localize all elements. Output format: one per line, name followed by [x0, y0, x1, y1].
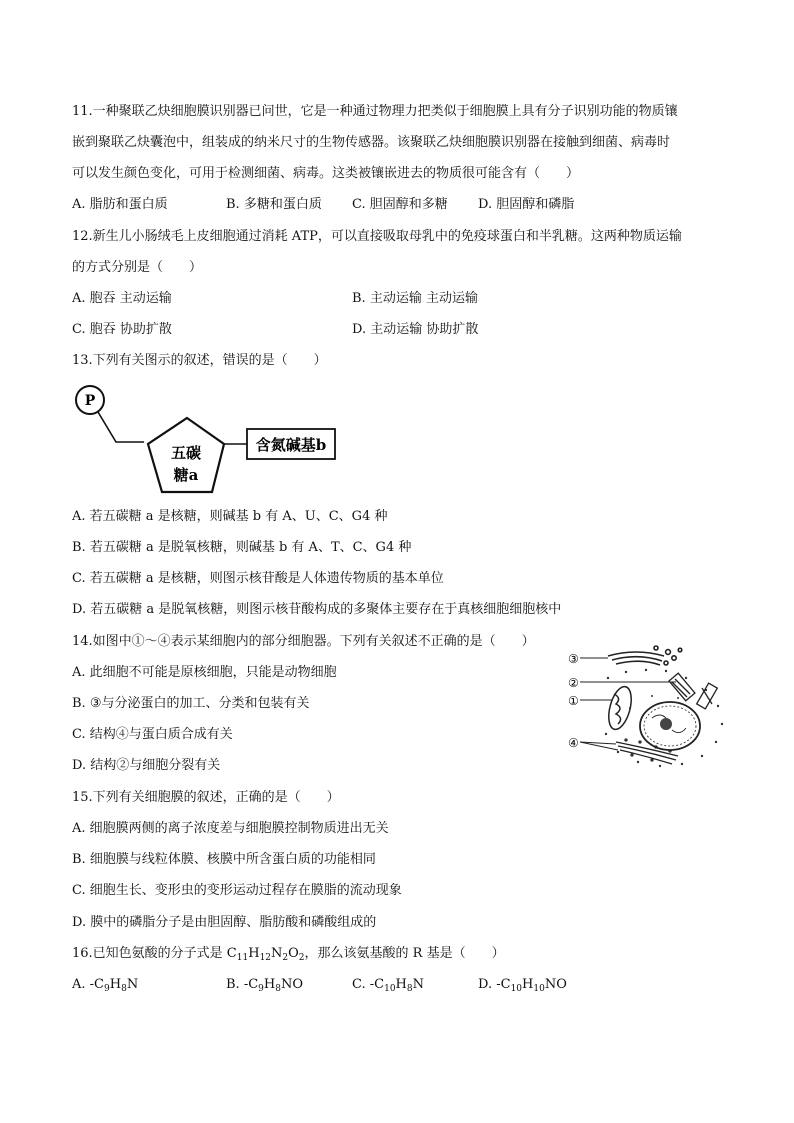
- q16-c-prefix: C. -C: [352, 977, 385, 992]
- q11-stem-line-1: 11.一种聚联乙炔细胞膜识别器已问世，它是一种通过物理力把类似于细胞膜上具有分子识别功能的物质镶: [72, 104, 678, 119]
- q16-d-sub-2: 10: [533, 984, 545, 994]
- q16-a-sub-2: 8: [121, 984, 127, 994]
- endoplasmic-reticulum: [616, 739, 678, 764]
- nucleus: [640, 702, 700, 750]
- q15-stem: 15.下列有关细胞膜的叙述，正确的是（ ）: [72, 790, 340, 805]
- q16-option-b: [226, 976, 303, 994]
- q16-b-el-1: H: [263, 977, 276, 992]
- q16-a-sub-1: 9: [104, 984, 110, 994]
- q13-option-a: A. 若五碳糖 a 是核糖，则碱基 b 有 A、U、C、G4 种: [72, 509, 388, 524]
- q16-b-sub-2: 8: [275, 984, 281, 994]
- pentose-label-line-1: 五碳: [170, 444, 202, 462]
- q16-d-prefix: D. -C: [478, 977, 511, 992]
- q14-option-c: C. 结构④与蛋白质合成有关: [72, 727, 233, 742]
- q16-stem-text: 16.已知色氨酸的分子式是 C: [72, 946, 237, 961]
- q12-stem-line-2: 的方式分别是（ ）: [72, 260, 203, 275]
- q16-d-el-2: NO: [544, 977, 567, 992]
- q16-sub-o: 2: [298, 953, 305, 963]
- cell-organelle-diagram: [566, 638, 736, 773]
- q12-option-c: C. 胞吞 协助扩散: [72, 322, 172, 337]
- q11-stem-line-3: 可以发生颜色变化，可用于检测细菌、病毒。这类被镶嵌进去的物质很可能含有（ ）: [72, 166, 580, 181]
- q13-option-b: B. 若五碳糖 a 是脱氧核糖，则碱基 b 有 A、T、C、G4 种: [72, 540, 412, 555]
- q16-stem-tail: ，那么该氨基酸的 R 基是（ ）: [304, 946, 505, 961]
- q16-b-prefix: B. -C: [226, 977, 259, 992]
- label-4: ④: [568, 736, 579, 750]
- label-2: ②: [568, 676, 579, 690]
- q14-stem: 14.如图中①～④表示某细胞内的部分细胞器。下列有关叙述不正确的是（ ）: [72, 634, 535, 649]
- q13-stem: 13.下列有关图示的叙述，错误的是（ ）: [72, 353, 327, 368]
- q16-d-sub-1: 10: [510, 984, 523, 994]
- q16-a-el-2: N: [126, 977, 139, 992]
- q16-stem: [72, 945, 505, 963]
- q16-d-el-1: H: [522, 977, 534, 992]
- centrioles: [669, 673, 717, 709]
- q16-option-d: [478, 976, 567, 994]
- pentose-label-line-2: 糖a: [173, 466, 199, 484]
- q13-option-d: D. 若五碳糖 a 是脱氧核糖，则图示核苷酸构成的多聚体主要存在于真核细胞细胞核中: [72, 602, 562, 617]
- golgi-apparatus: [608, 646, 682, 665]
- q15-option-b: B. 细胞膜与线粒体膜、核膜中所含蛋白质的功能相同: [72, 852, 376, 867]
- q13-option-c: C. 若五碳糖 a 是核糖，则图示核苷酸是人体遗传物质的基本单位: [72, 571, 444, 586]
- q12-stem-line-1: 12.新生儿小肠绒毛上皮细胞通过消耗 ATP，可以直接吸取母乳中的免疫球蛋白和半乳糖。这两种物质运输: [72, 229, 682, 244]
- q16-a-el-1: H: [109, 977, 122, 992]
- q11-stem-line-2: 嵌到聚联乙炔囊泡中，组装成的纳米尺寸的生物传感器。该聚联乙炔细胞膜识别器在接触到细菌、病毒时: [72, 135, 671, 150]
- q16-c-el-1: H: [395, 977, 407, 992]
- mitochondrion: [605, 684, 636, 732]
- q16-b-sub-1: 9: [258, 984, 264, 994]
- q14-option-b: B. ③与分泌蛋白的加工、分类和包装有关: [72, 696, 310, 711]
- q16-c-sub-2: 8: [406, 984, 413, 994]
- q14-option-a: A. 此细胞不可能是原核细胞，只能是动物细胞: [72, 665, 337, 680]
- q11-option-d: D. 胆固醇和磷脂: [478, 197, 575, 212]
- q16-h: H: [248, 946, 260, 961]
- q16-sub-h: 12: [259, 953, 272, 963]
- label-3: ③: [568, 652, 579, 666]
- q16-option-c: [352, 976, 424, 994]
- q16-n: N: [271, 946, 283, 961]
- q11-option-b: B. 多糖和蛋白质: [226, 197, 322, 212]
- q12-option-a: A. 胞吞 主动运输: [72, 291, 172, 306]
- q16-option-a: [72, 976, 138, 994]
- q16-b-el-2: NO: [280, 977, 304, 992]
- q16-o: O: [288, 946, 299, 961]
- phosphate-label: P: [84, 393, 96, 409]
- q16-c-el-2: N: [412, 977, 424, 992]
- q14-option-d: D. 结构②与细胞分裂有关: [72, 758, 221, 773]
- q16-a-prefix: A. -C: [72, 977, 104, 992]
- q16-sub-n: 2: [282, 953, 289, 963]
- q11-option-a: A. 脂肪和蛋白质: [72, 197, 168, 212]
- q11-option-c: C. 胆固醇和多糖: [352, 197, 448, 212]
- q15-option-a: A. 细胞膜两侧的离子浓度差与细胞膜控制物质进出无关: [72, 821, 389, 836]
- base-label: 含氮碱基b: [255, 436, 327, 454]
- nucleotide-diagram: [72, 382, 342, 500]
- q12-option-b: B. 主动运输 主动运输: [352, 291, 478, 306]
- phosphate-sugar-bond: [98, 412, 144, 442]
- q15-option-d: D. 膜中的磷脂分子是由胆固醇、脂肪酸和磷酸组成的: [72, 915, 377, 930]
- label-1: ①: [568, 694, 579, 708]
- q12-option-d: D. 主动运输 协助扩散: [352, 322, 479, 337]
- q16-c-sub-1: 10: [384, 984, 396, 994]
- q15-option-c: C. 细胞生长、变形虫的变形运动过程存在膜脂的流动现象: [72, 883, 402, 898]
- label-leader-lines: [580, 658, 676, 750]
- q16-sub-c: 11: [236, 953, 249, 963]
